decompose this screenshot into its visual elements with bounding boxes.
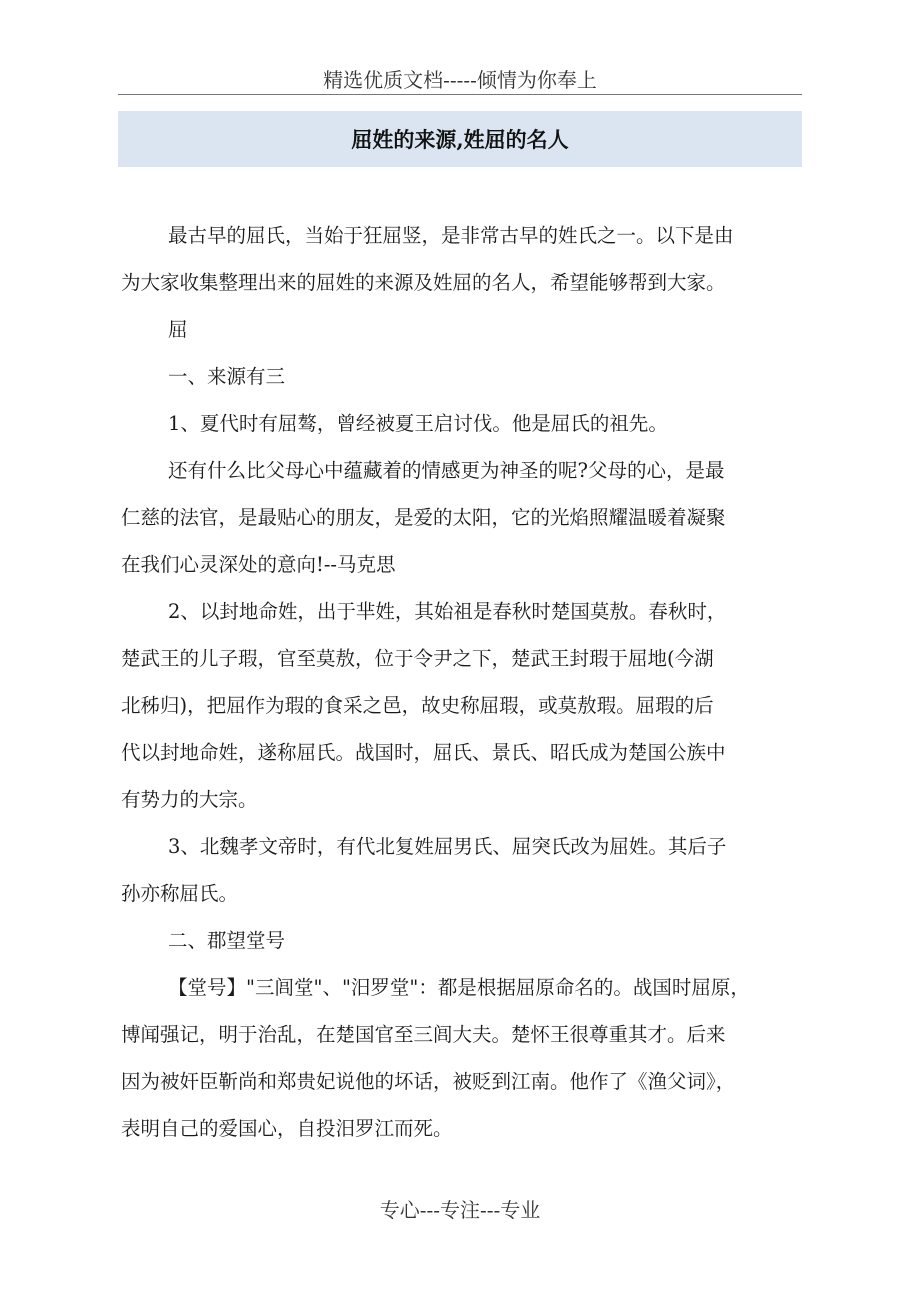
text-line: 仁慈的法官，是最贴心的朋友，是爱的太阳，它的光焰照耀温暖着凝聚 (121, 506, 726, 529)
text-line: 1、夏代时有屈骜，曾经被夏王启讨伐。他是屈氏的祖先。 (168, 412, 668, 435)
text-line: 【堂号】"三闾堂"、"汨罗堂"：都是根据屈原命名的。战国时屈原， (168, 976, 750, 999)
text-line: 因为被奸臣靳尚和郑贵妃说他的坏话，被贬到江南。他作了《渔父词》， (121, 1070, 736, 1093)
page-header: 精选优质文档-----倾情为你奉上 (323, 68, 597, 92)
text-line: 还有什么比父母心中蕴藏着的情感更为神圣的呢?父母的心，是最 (168, 459, 725, 482)
text-line: 孙亦称屈氏。 (121, 882, 239, 905)
text-line: 楚武王的儿子瑕，官至莫敖，位于令尹之下，楚武王封瑕于屈地(今湖 (121, 647, 714, 670)
document-body (121, 212, 811, 1152)
page-footer: 专心---专注---专业 (379, 1198, 541, 1222)
text-line: 表明自己的爱国心，自投汨罗江而死。 (121, 1117, 453, 1140)
header-divider (118, 94, 802, 95)
text-line: 为大家收集整理出来的屈姓的来源及姓屈的名人，希望能够帮到大家。 (121, 271, 726, 294)
text-line: 博闻强记，明于治乱，在楚国官至三闾大夫。楚怀王很尊重其才。后来 (121, 1023, 726, 1046)
title-banner (118, 111, 802, 167)
text-line: 在我们心灵深处的意向!--马克思 (121, 553, 396, 576)
text-line: 屈 (168, 318, 188, 341)
section-heading: 一、来源有三 (168, 365, 286, 388)
text-line: 北秭归)，把屈作为瑕的食采之邑，故史称屈瑕，或莫敖瑕。屈瑕的后 (121, 694, 714, 717)
text-line: 代以封地命姓，遂称屈氏。战国时，屈氏、景氏、昭氏成为楚国公族中 (121, 741, 726, 764)
text-line: 3、北魏孝文帝时，有代北复姓屈男氏、屈突氏改为屈姓。其后子 (168, 835, 727, 858)
text-line: 有势力的大宗。 (121, 788, 258, 811)
document-title: 屈姓的来源,姓屈的名人 (351, 127, 569, 152)
text-line: 最古早的屈氏，当始于狂屈竖，是非常古早的姓氏之一。以下是由 (168, 224, 734, 247)
section-heading: 二、郡望堂号 (168, 929, 286, 952)
text-line: 2、以封地命姓，出于芈姓，其始祖是春秋时楚国莫敖。春秋时， (168, 600, 727, 623)
